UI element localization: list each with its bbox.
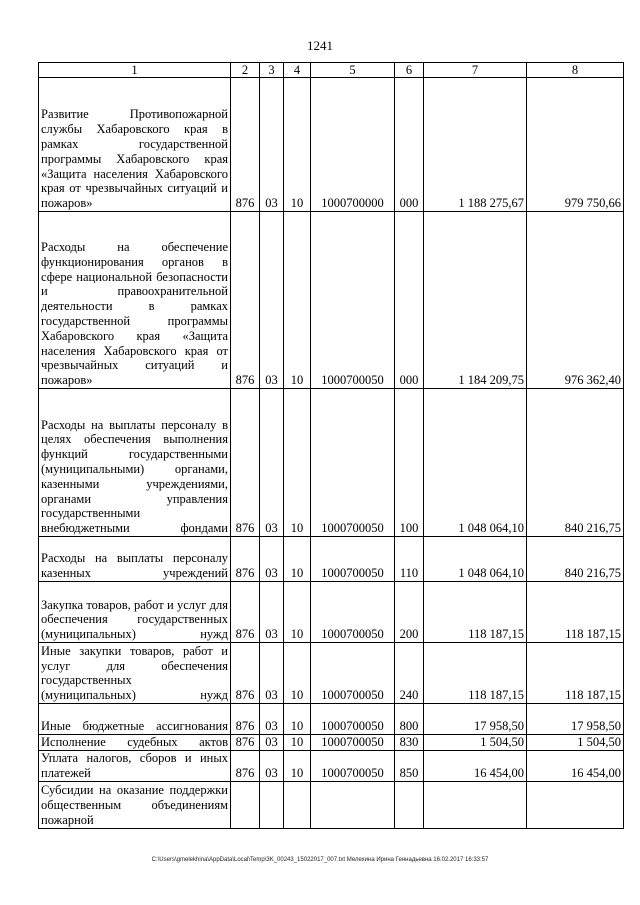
- cell-expense-type: 850: [395, 750, 424, 781]
- cell-target-article: 1000700050: [311, 537, 395, 582]
- cell-amount-planned: 16 454,00: [424, 750, 527, 781]
- cell-section: 03: [260, 735, 284, 751]
- cell-admin-code: 876: [231, 643, 260, 704]
- cell-section: 03: [260, 750, 284, 781]
- cell-amount-planned: 1 184 209,75: [424, 212, 527, 389]
- cell-amount-executed: 17 958,50: [527, 704, 624, 735]
- column-header: 2: [231, 63, 260, 78]
- budget-table: [38, 62, 624, 829]
- cell-target-article: 1000700050: [311, 212, 395, 389]
- cell-admin-code: 876: [231, 582, 260, 643]
- cell-name: Развитие Противопожарной службы Хабаровского края в рамках государственной программы Хабаровского края «Защита населения Хабаровского края от чрезвычайных ситуаций и пожаров»: [39, 78, 231, 212]
- table-row: [39, 212, 624, 389]
- column-header: 6: [395, 63, 424, 78]
- cell-amount-executed: 1 504,50: [527, 735, 624, 751]
- cell-expense-type: 100: [395, 389, 424, 537]
- table-row: [39, 735, 624, 751]
- cell-amount-planned: 1 048 064,10: [424, 389, 527, 537]
- cell-name: Уплата налогов, сборов и иных платежей: [39, 750, 231, 781]
- table-row: [39, 781, 624, 828]
- cell-subsection: 10: [284, 582, 311, 643]
- cell-expense-type: 240: [395, 643, 424, 704]
- cell-amount-planned: 1 188 275,67: [424, 78, 527, 212]
- cell-admin-code: 876: [231, 735, 260, 751]
- cell-amount-planned: 118 187,15: [424, 643, 527, 704]
- cell-admin-code: 876: [231, 389, 260, 537]
- cell-section: 03: [260, 78, 284, 212]
- cell-subsection: 10: [284, 735, 311, 751]
- cell-target-article: 1000700050: [311, 735, 395, 751]
- cell-name: Расходы на выплаты персоналу в целях обеспечения выполнения функций государственными (муниципальными) органами, казенными учреждениями, органами управления государственными внебюджетными фондами: [39, 389, 231, 537]
- cell-target-article: 1000700050: [311, 704, 395, 735]
- cell-subsection: 10: [284, 750, 311, 781]
- cell-amount-executed: 976 362,40: [527, 212, 624, 389]
- column-header: 7: [424, 63, 527, 78]
- cell-admin-code: 876: [231, 78, 260, 212]
- table-row: [39, 582, 624, 643]
- cell-section: 03: [260, 212, 284, 389]
- table-row: [39, 537, 624, 582]
- column-header: 4: [284, 63, 311, 78]
- cell-subsection: 10: [284, 78, 311, 212]
- cell-expense-type: 830: [395, 735, 424, 751]
- cell-section: 03: [260, 582, 284, 643]
- table-body: [39, 63, 624, 829]
- page-number: 1241: [307, 38, 333, 53]
- cell-name: Субсидии на оказание поддержки общественным объединениям пожарной: [39, 781, 231, 828]
- cell-section: 03: [260, 537, 284, 582]
- cell-amount-executed: 840 216,75: [527, 537, 624, 582]
- cell-expense-type: 800: [395, 704, 424, 735]
- cell-name: Расходы на обеспечение функционирования органов в сфере национальной безопасности и правоохранительной деятельности в рамках государственной программы Хабаровского края «Защита населения Хабаровского края от чрезвычайных ситуаций и пожаров»: [39, 212, 231, 389]
- cell-section: 03: [260, 389, 284, 537]
- cell-name: Иные бюджетные ассигнования: [39, 704, 231, 735]
- cell-admin-code: 876: [231, 212, 260, 389]
- cell-section: 03: [260, 704, 284, 735]
- file-path-footer: C:\Users\gmelekhina\AppData\Local\Temp\3K_00243_15022017_007.txt Мелехина Ирина Геннадьевна 16.02.2017 16:33:57: [151, 857, 489, 863]
- cell-admin-code: 876: [231, 537, 260, 582]
- cell-admin-code: 876: [231, 750, 260, 781]
- cell-name: Иные закупки товаров, работ и услуг для обеспечения государственных (муниципальных) нужд: [39, 643, 231, 704]
- table-row: [39, 389, 624, 537]
- cell-expense-type: 000: [395, 78, 424, 212]
- cell-amount-executed: 118 187,15: [527, 643, 624, 704]
- cell-amount-planned: 17 958,50: [424, 704, 527, 735]
- cell-amount-executed: 979 750,66: [527, 78, 624, 212]
- cell-admin-code: [231, 781, 260, 828]
- column-header: 1: [39, 63, 231, 78]
- cell-expense-type: 200: [395, 582, 424, 643]
- table-row: [39, 78, 624, 212]
- cell-section: [260, 781, 284, 828]
- table-row: [39, 643, 624, 704]
- cell-target-article: 1000700050: [311, 643, 395, 704]
- cell-subsection: [284, 781, 311, 828]
- cell-target-article: 1000700050: [311, 750, 395, 781]
- cell-subsection: 10: [284, 212, 311, 389]
- cell-amount-executed: 118 187,15: [527, 582, 624, 643]
- cell-subsection: 10: [284, 537, 311, 582]
- cell-amount-planned: [424, 781, 527, 828]
- cell-name: Исполнение судебных актов: [39, 735, 231, 751]
- cell-admin-code: 876: [231, 704, 260, 735]
- cell-section: 03: [260, 643, 284, 704]
- cell-expense-type: 000: [395, 212, 424, 389]
- table-row: [39, 750, 624, 781]
- cell-expense-type: [395, 781, 424, 828]
- cell-subsection: 10: [284, 643, 311, 704]
- cell-target-article: 1000700050: [311, 389, 395, 537]
- cell-amount-planned: 118 187,15: [424, 582, 527, 643]
- column-header: 8: [527, 63, 624, 78]
- cell-amount-planned: 1 504,50: [424, 735, 527, 751]
- cell-amount-executed: 840 216,75: [527, 389, 624, 537]
- cell-target-article: [311, 781, 395, 828]
- cell-amount-planned: 1 048 064,10: [424, 537, 527, 582]
- column-header: 3: [260, 63, 284, 78]
- cell-name: Расходы на выплаты персоналу казенных учреждений: [39, 537, 231, 582]
- cell-subsection: 10: [284, 389, 311, 537]
- table-row: [39, 704, 624, 735]
- column-header: 5: [311, 63, 395, 78]
- cell-expense-type: 110: [395, 537, 424, 582]
- cell-target-article: 1000700000: [311, 78, 395, 212]
- cell-target-article: 1000700050: [311, 582, 395, 643]
- cell-name: Закупка товаров, работ и услуг для обеспечения государственных (муниципальных) нужд: [39, 582, 231, 643]
- cell-amount-executed: [527, 781, 624, 828]
- cell-amount-executed: 16 454,00: [527, 750, 624, 781]
- cell-subsection: 10: [284, 704, 311, 735]
- table-header-row: [39, 63, 624, 78]
